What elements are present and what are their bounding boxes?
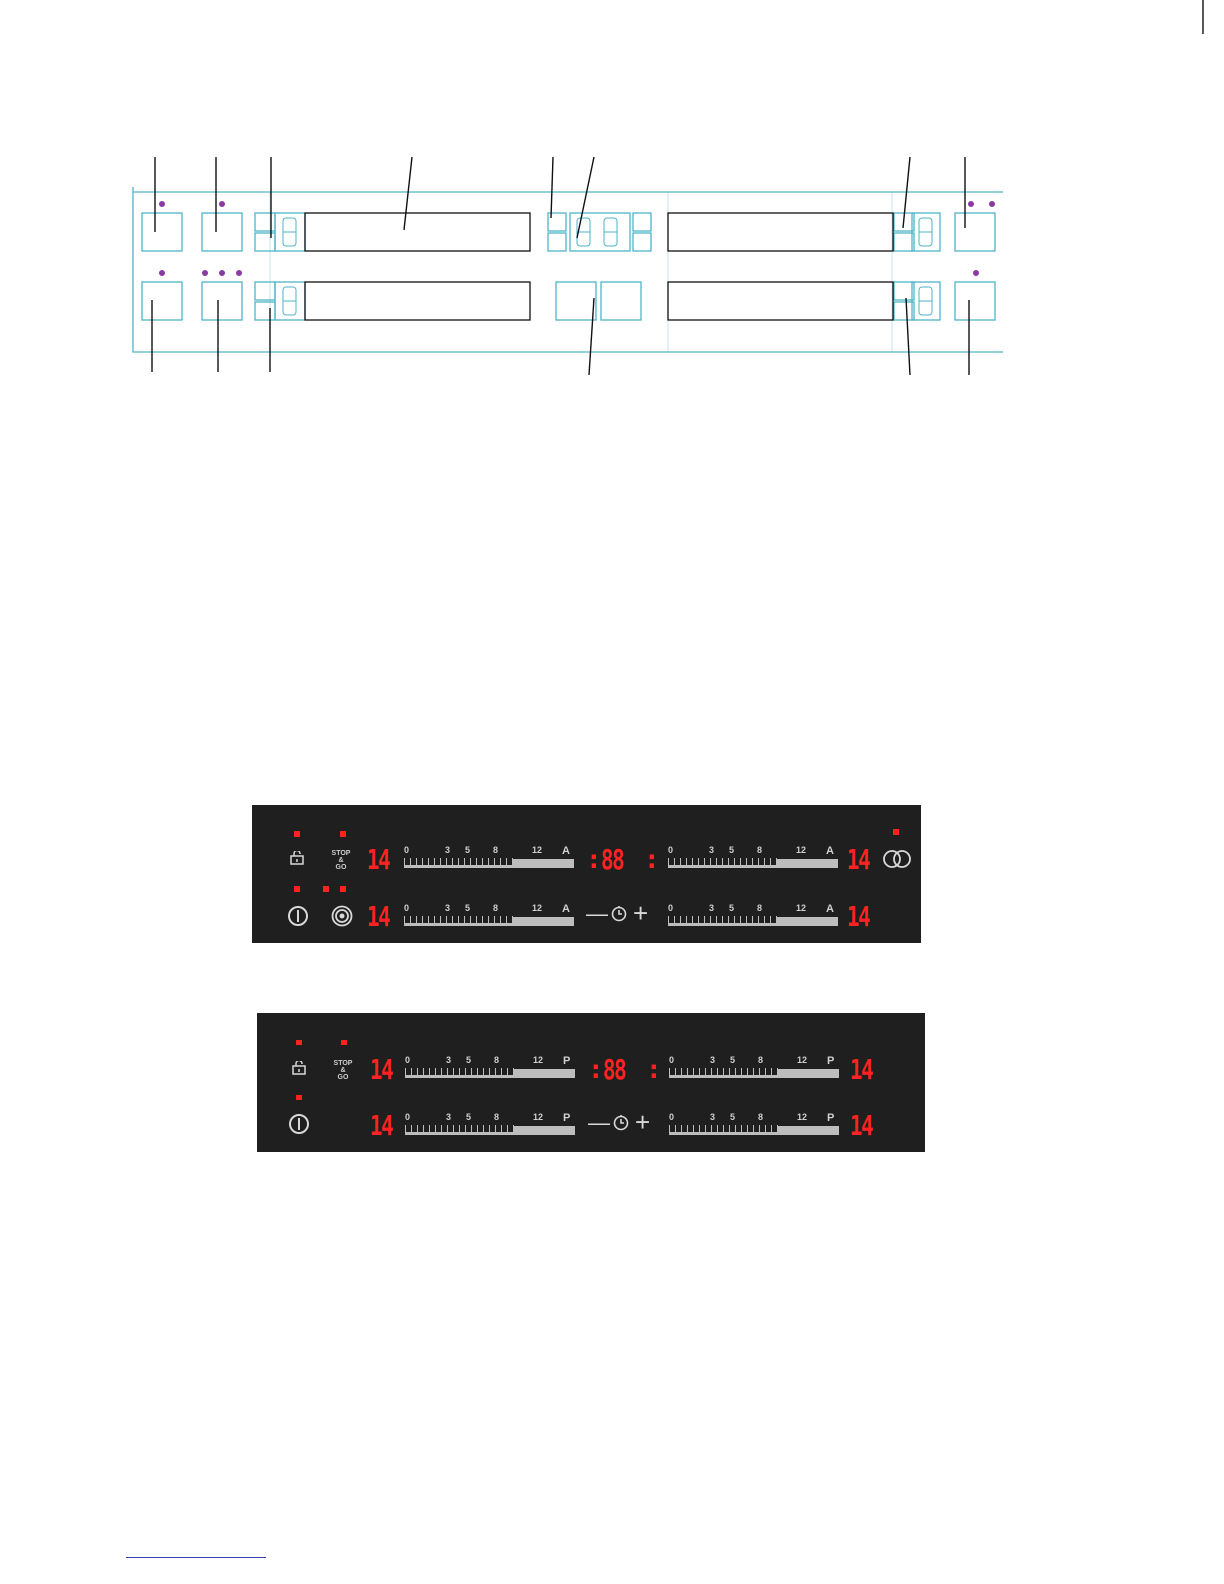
lock-icon[interactable] bbox=[291, 1061, 307, 1075]
zone-display-rear-left: 14 bbox=[370, 1109, 393, 1142]
timer-icon bbox=[610, 905, 628, 923]
stop-go-led bbox=[341, 1040, 347, 1045]
schematic-lock-button bbox=[142, 213, 182, 251]
slider-front-right[interactable]: 0 3 5 8 12 P bbox=[667, 1055, 839, 1081]
zone-display-front-left: 14 bbox=[367, 843, 390, 876]
slider-rear-right[interactable]: 0 3 5 8 12 A bbox=[666, 903, 838, 929]
schematic-slider-4 bbox=[668, 282, 893, 320]
bridge-right-icon[interactable] bbox=[882, 849, 912, 869]
schematic-bridge-right-button bbox=[955, 213, 995, 251]
timer-colon-left: : bbox=[588, 1055, 604, 1085]
schematic-timer-minus bbox=[556, 282, 596, 320]
control-panel-schematic bbox=[0, 0, 1224, 400]
schematic-slider-2 bbox=[305, 282, 530, 320]
slider-front-left[interactable]: 0 3 5 8 12 P bbox=[403, 1055, 575, 1081]
stop-go-icon[interactable]: STOP & GO bbox=[333, 1060, 353, 1081]
stop-go-icon[interactable]: STOP & GO bbox=[331, 850, 351, 871]
timer-display: 88 bbox=[601, 843, 624, 876]
schematic-frame-bottom bbox=[133, 187, 1003, 352]
timer-plus-icon[interactable]: + bbox=[633, 898, 649, 928]
schematic-slider-1 bbox=[305, 213, 530, 251]
bridge-right-led bbox=[893, 829, 899, 835]
slider-front-left[interactable]: 0 3 5 8 12 A bbox=[402, 845, 574, 871]
schematic-bridge-button bbox=[202, 282, 242, 320]
lock-led bbox=[296, 1040, 302, 1045]
slider-rear-left[interactable]: 0 3 5 8 12 P bbox=[403, 1112, 575, 1138]
slider-front-right[interactable]: 0 3 5 8 12 A bbox=[666, 845, 838, 871]
schematic-right-button bbox=[955, 282, 995, 320]
stop-go-led bbox=[340, 831, 346, 837]
lock-icon[interactable] bbox=[289, 851, 305, 865]
timer-display: 88 bbox=[603, 1053, 626, 1086]
timer-plus-icon[interactable]: + bbox=[635, 1107, 651, 1137]
timer-colon-right: : bbox=[646, 1055, 662, 1085]
bridge-led-1 bbox=[323, 886, 329, 892]
zone-display-rear-left: 14 bbox=[367, 900, 390, 933]
zone-display-rear-right: 14 bbox=[850, 1109, 873, 1142]
zone-display-front-left: 14 bbox=[370, 1053, 393, 1086]
power-icon[interactable] bbox=[288, 1113, 310, 1135]
footnote-rule bbox=[126, 1557, 266, 1558]
schematic-slider-3 bbox=[668, 213, 893, 251]
bridge-led-2 bbox=[340, 886, 346, 892]
lock-led bbox=[294, 831, 300, 837]
slider-rear-right[interactable]: 0 3 5 8 12 P bbox=[667, 1112, 839, 1138]
zone-display-front-right: 14 bbox=[850, 1053, 873, 1086]
schematic-timer-plus bbox=[601, 282, 641, 320]
zone-display-front-right: 14 bbox=[847, 843, 870, 876]
timer-minus-icon[interactable]: — bbox=[586, 901, 608, 926]
power-led bbox=[294, 886, 300, 892]
power-led bbox=[296, 1095, 302, 1100]
power-icon[interactable] bbox=[287, 905, 309, 927]
zone-display-rear-right: 14 bbox=[847, 900, 870, 933]
timer-icon bbox=[612, 1114, 630, 1132]
timer-colon-left: : bbox=[586, 845, 602, 875]
hob-control-panel-p bbox=[257, 1013, 925, 1152]
timer-colon-right: : bbox=[644, 845, 660, 875]
timer-minus-icon[interactable]: — bbox=[588, 1110, 610, 1135]
hob-control-panel-a bbox=[252, 805, 921, 943]
slider-rear-left[interactable]: 0 3 5 8 12 A bbox=[402, 903, 574, 929]
schematic-stopgo-button bbox=[202, 213, 242, 251]
schematic-power-button bbox=[142, 282, 182, 320]
bridge-icon[interactable] bbox=[331, 905, 353, 927]
